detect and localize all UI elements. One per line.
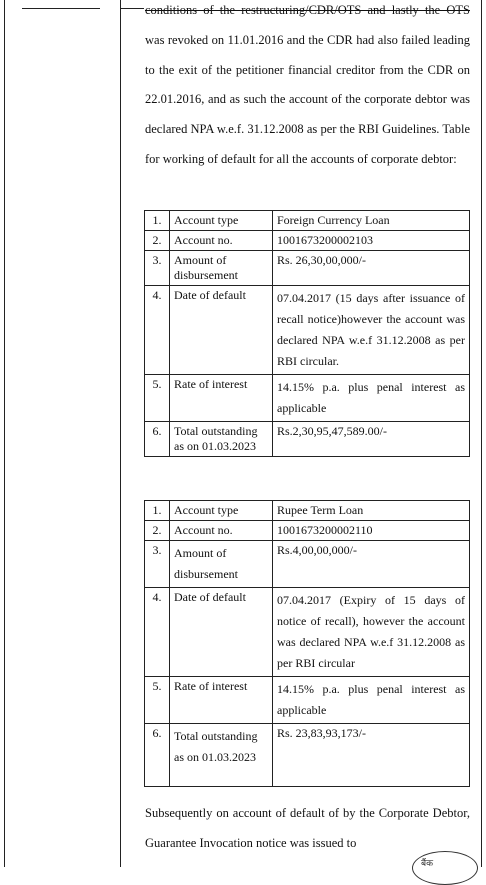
row-value: 1001673200002103	[273, 231, 470, 251]
row-value: 14.15% p.a. plus penal interest as applicable	[273, 375, 470, 422]
table-row	[145, 211, 470, 231]
row-label: Rate of interest	[170, 677, 273, 724]
row-number: 1.	[145, 211, 170, 231]
row-number: 1.	[145, 501, 170, 521]
row-number: 2.	[145, 231, 170, 251]
row-label: Total outstanding as on 01.03.2023	[170, 422, 273, 457]
table-row	[145, 541, 470, 588]
row-number: 5.	[145, 677, 170, 724]
page-border-right	[481, 0, 482, 867]
row-value: 14.15% p.a. plus penal interest as applicable	[273, 677, 470, 724]
account-table-rupee-term	[144, 500, 470, 787]
page-border-left	[4, 0, 5, 867]
row-value: Rs. 26,30,00,000/-	[273, 251, 470, 286]
row-label: Account no.	[170, 521, 273, 541]
row-value: 07.04.2017 (Expiry of 15 days of notice of recall), however the account was declared NPA w.e.f 31.12.2008 as per RBI circular	[273, 588, 470, 677]
table-row	[145, 724, 470, 787]
column-divider	[120, 0, 121, 867]
row-number: 6.	[145, 724, 170, 787]
header-rule-2	[120, 8, 144, 9]
row-number: 3.	[145, 541, 170, 588]
row-label: Date of default	[170, 588, 273, 677]
row-label: Account type	[170, 211, 273, 231]
row-label: Total outstanding as on 01.03.2023	[170, 724, 273, 787]
row-value: Rupee Term Loan	[273, 501, 470, 521]
row-number: 5.	[145, 375, 170, 422]
table-row	[145, 231, 470, 251]
row-number: 2.	[145, 521, 170, 541]
paragraph-top	[145, 0, 470, 175]
row-label: Amount of disbursement	[170, 251, 273, 286]
bank-seal-stamp	[412, 851, 478, 885]
row-value: 1001673200002110	[273, 521, 470, 541]
table-row	[145, 251, 470, 286]
paragraph-bottom: Subsequently on account of default of by the Corporate Debtor, Guarantee Invocation notice was issued to	[145, 806, 470, 850]
struck-text: conditions of the restructuring/CDR/OTS and lastly the OTS	[145, 3, 470, 17]
row-value: Rs. 23,83,93,173/-	[273, 724, 470, 787]
table-row	[145, 422, 470, 457]
row-number: 3.	[145, 251, 170, 286]
header-rule	[22, 8, 100, 9]
table-row	[145, 521, 470, 541]
table-row	[145, 501, 470, 521]
row-label: Amount of disbursement	[170, 541, 273, 588]
row-value: Foreign Currency Loan	[273, 211, 470, 231]
row-number: 4.	[145, 588, 170, 677]
row-number: 6.	[145, 422, 170, 457]
row-label: Rate of interest	[170, 375, 273, 422]
row-label: Date of default	[170, 286, 273, 375]
table-row	[145, 588, 470, 677]
row-number: 4.	[145, 286, 170, 375]
row-value: Rs.2,30,95,47,589.00/-	[273, 422, 470, 457]
table-row	[145, 286, 470, 375]
row-value: 07.04.2017 (15 days after issuance of recall notice)however the account was declared NPA w.e.f 31.12.2008 as per RBI circular.	[273, 286, 470, 375]
row-label: Account type	[170, 501, 273, 521]
row-label: Account no.	[170, 231, 273, 251]
table-row	[145, 375, 470, 422]
table-row	[145, 677, 470, 724]
paragraph-top-text: was revoked on 11.01.2016 and the CDR had also failed leading to the exit of the petitioner financial creditor from the CDR on 22.01.2016, and as such the account of the corporate debtor was declared NPA w.e.f. 31.12.2008 as per the RBI Guidelines. Table for working of default for all the accounts of corporate debtor:	[145, 32, 470, 166]
account-table-foreign-currency	[144, 210, 470, 457]
row-value: Rs.4,00,00,000/-	[273, 541, 470, 588]
seal-label: बैंक	[421, 858, 434, 868]
